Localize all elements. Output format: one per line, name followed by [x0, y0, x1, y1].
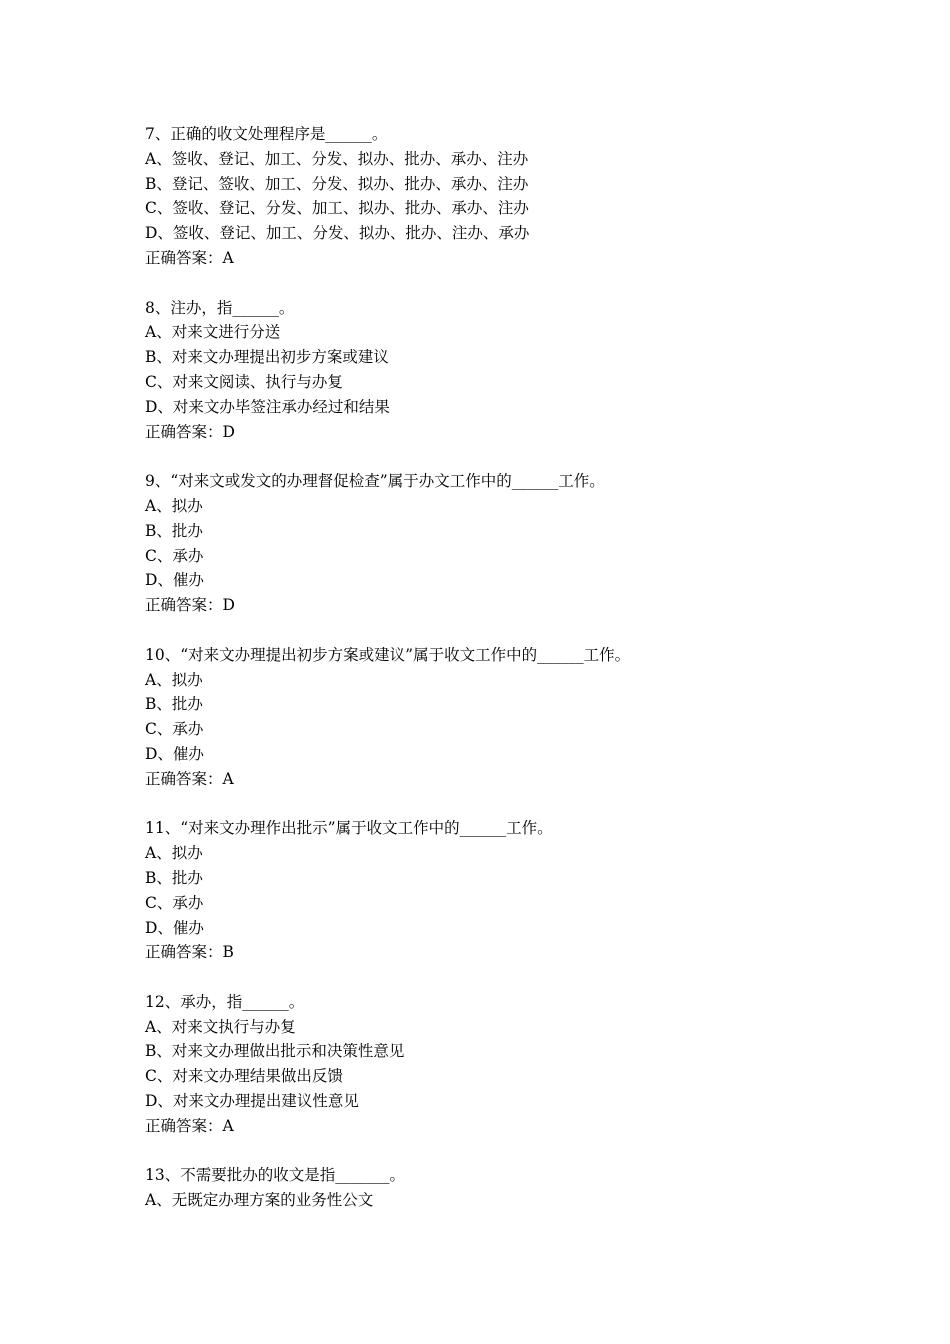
question-stem: 10、“对来文办理提出初步方案或建议”属于收文工作中的______工作。 [145, 645, 631, 664]
option-c: C、承办 [145, 893, 204, 912]
option-c: C、对来文阅读、执行与办复 [145, 372, 343, 391]
question-12 [145, 990, 865, 1139]
option-a: A、拟办 [145, 844, 203, 863]
correct-answer: 正确答案：A [145, 1116, 234, 1135]
question-stem: 13、不需要批办的收文是指_______。 [145, 1166, 405, 1185]
option-a: A、拟办 [145, 670, 203, 689]
option-b: B、对来文办理提出初步方案或建议 [145, 348, 389, 367]
question-stem: 8、注办，指______。 [145, 298, 295, 317]
option-b: B、批办 [145, 521, 203, 540]
question-13 [145, 1163, 865, 1213]
option-d: D、催办 [145, 918, 204, 937]
option-c: C、对来文办理结果做出反馈 [145, 1067, 343, 1086]
option-b: B、登记、签收、加工、分发、拟办、批办、承办、注办 [145, 174, 529, 193]
option-a: A、对来文进行分送 [145, 323, 281, 342]
option-d: D、催办 [145, 571, 204, 590]
option-d: D、对来文办理提出建议性意见 [145, 1092, 359, 1111]
option-c: C、签收、登记、分发、加工、拟办、批办、承办、注办 [145, 199, 529, 218]
option-b: B、批办 [145, 695, 203, 714]
option-d: D、催办 [145, 744, 204, 763]
question-stem: 12、承办，指______。 [145, 992, 305, 1011]
option-a: A、无既定办理方案的业务性公文 [145, 1191, 374, 1210]
question-list [145, 122, 865, 1238]
option-a: A、拟办 [145, 496, 203, 515]
option-d: D、签收、登记、加工、分发、拟办、批办、注办、承办 [145, 224, 530, 243]
correct-answer: 正确答案：B [145, 943, 234, 962]
correct-answer: 正确答案：D [145, 422, 235, 441]
question-9 [145, 469, 865, 618]
question-8 [145, 296, 865, 445]
option-d: D、对来文办毕签注承办经过和结果 [145, 397, 390, 416]
option-c: C、承办 [145, 720, 204, 739]
option-b: B、对来文办理做出批示和决策性意见 [145, 1042, 405, 1061]
option-c: C、承办 [145, 546, 204, 565]
question-stem: 9、“对来文或发文的办理督促检查”属于办文工作中的______工作。 [145, 472, 605, 491]
question-stem: 11、“对来文办理作出批示”属于收文工作中的______工作。 [145, 819, 553, 838]
correct-answer: 正确答案：A [145, 248, 234, 267]
question-7 [145, 122, 865, 271]
question-10 [145, 643, 865, 792]
option-a: A、签收、登记、加工、分发、拟办、批办、承办、注办 [145, 149, 529, 168]
option-a: A、对来文执行与办复 [145, 1017, 296, 1036]
correct-answer: 正确答案：D [145, 596, 235, 615]
option-b: B、批办 [145, 868, 203, 887]
question-11 [145, 816, 865, 965]
correct-answer: 正确答案：A [145, 769, 234, 788]
question-stem: 7、正确的收文处理程序是______。 [145, 125, 388, 143]
